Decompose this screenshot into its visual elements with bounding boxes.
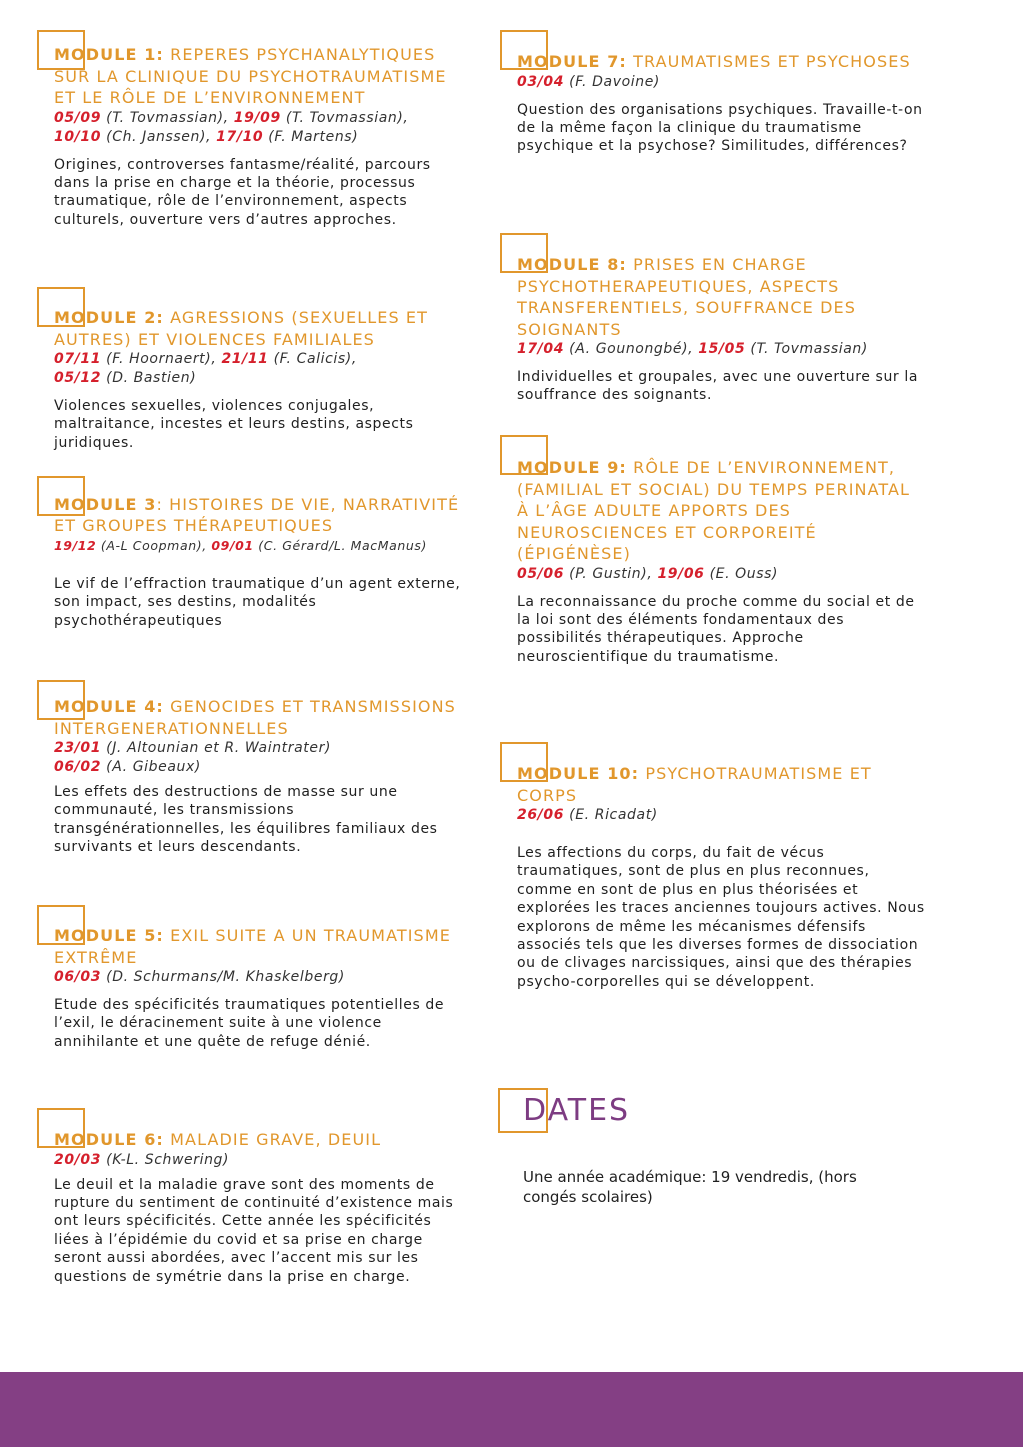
module-5 <box>54 905 464 1051</box>
session-date: 19/06 <box>657 565 705 582</box>
module-title <box>54 476 464 536</box>
module-dates <box>517 806 927 825</box>
module-number: MODULE 3 <box>54 495 157 514</box>
session-date: 06/03 <box>54 969 102 985</box>
dates-section-text: Une année académique: 19 vendredis, (hors congés scolaires) <box>523 1168 857 1206</box>
module-dates <box>54 1151 464 1170</box>
module-title <box>517 233 927 340</box>
square-decoration <box>500 233 548 273</box>
module-title <box>54 680 464 739</box>
session-date: 05/12 <box>54 370 102 386</box>
module-number: MODULE 6: <box>54 1130 164 1149</box>
module-title-text: GENOCIDES ET TRANSMISSIONS INTERGENERATIONNELLES <box>54 697 456 738</box>
module-2 <box>54 287 464 452</box>
session-date: 20/03 <box>54 1151 102 1168</box>
module-dates <box>54 536 464 555</box>
square-decoration <box>37 476 85 516</box>
session-speaker: (A. Gibeaux) <box>101 759 201 775</box>
session-speaker: (F. Martens) <box>263 128 359 145</box>
session-speaker: (D. Schurmans/M. Khaskelberg) <box>101 969 345 985</box>
module-title <box>54 30 464 109</box>
session-speaker: (F. Davoine) <box>564 73 660 90</box>
module-number: MODULE 5: <box>54 926 164 945</box>
square-decoration <box>500 435 548 475</box>
session-date: 09/01 <box>211 538 254 553</box>
session-speaker: (C. Gérard/L. MacManus) <box>253 538 428 553</box>
module-10 <box>517 742 927 991</box>
module-title-text: PRISES EN CHARGE PSYCHOTHERAPEUTIQUES, ASPECTS TRANSFERENTIELS, SOUFFRANCE DES SOIGNANTS <box>517 255 856 339</box>
module-title <box>54 287 464 350</box>
module-1 <box>54 30 464 229</box>
module-number: MODULE 8: <box>517 255 627 274</box>
module-dates <box>517 73 927 92</box>
module-title-text: PSYCHOTRAUMATISME ET CORPS <box>517 764 872 805</box>
square-decoration <box>37 1108 85 1148</box>
module-8 <box>517 233 927 405</box>
session-date: 06/02 <box>54 759 102 775</box>
module-dates <box>54 739 464 777</box>
module-dates <box>54 109 464 147</box>
module-description: Les effets des destructions de masse sur une communauté, les transmissions transgénérationnelles, les équilibres familiaux des survivants et leurs descendants. <box>54 784 438 856</box>
session-date: 23/01 <box>54 740 102 756</box>
session-speaker: (T. Tovmassian) <box>745 341 868 357</box>
module-dates <box>54 968 464 987</box>
square-decoration <box>37 905 85 945</box>
session-date: 07/11 <box>54 351 102 367</box>
module-number: MODULE 2: <box>54 308 164 327</box>
session-speaker: (T. Tovmassian), <box>101 109 234 126</box>
module-7 <box>517 30 927 156</box>
session-speaker: (A. Gounongbé), <box>564 341 699 357</box>
session-date: 05/09 <box>54 109 102 126</box>
module-number: MODULE 4: <box>54 697 164 716</box>
session-date: 19/09 <box>233 109 281 126</box>
session-speaker: (Ch. Janssen), <box>101 128 217 145</box>
module-description: Origines, controverses fantasme/réalité, parcours dans la prise en charge et la théorie, processus traumatique, rôle de l’environnement, aspects culturels, ouverture vers d’autres approches. <box>54 156 431 228</box>
module-title <box>54 905 464 968</box>
module-description: Individuelles et groupales, avec une ouverture sur la souffrance des soignants. <box>517 369 918 404</box>
module-title-text: MALADIE GRAVE, DEUIL <box>163 1130 382 1149</box>
module-number: MODULE 7: <box>517 52 627 71</box>
session-date: 15/05 <box>698 341 746 357</box>
session-date: 19/12 <box>54 538 97 553</box>
module-description: Les affections du corps, du fait de vécus traumatiques, sont de plus en plus reconnues, comme en sont de plus en plus théorisées et explorées les traces anciennes toujours actives. Nous explorons de même les mécanismes défensifs associés tels que les diverses formes de dissociation ou de clivages narcissiques, ainsi que des thérapies psycho-corporelles qui se développent. <box>517 845 925 990</box>
module-dates <box>54 350 464 388</box>
module-description: Violences sexuelles, violences conjugales, maltraitance, incestes et leurs destins, aspects juridiques. <box>54 398 414 451</box>
session-date: 17/04 <box>517 341 565 357</box>
module-title-text: AGRESSIONS (SEXUELLES ET AUTRES) ET VIOLENCES FAMILIALES <box>54 308 428 349</box>
session-speaker: (T. Tovmassian), <box>280 109 409 126</box>
module-dates <box>517 340 927 359</box>
module-description: Le deuil et la maladie grave sont des moments de rupture du sentiment de continuité d’existence mais ont leurs spécificités. Cette année les spécificités liées à l’épidémie du covid et sa prise en charge seront aussi abordées, avec l’accent mis sur les questions de symétrie dans la prise en charge. <box>54 1176 454 1285</box>
module-number: MODULE 1: <box>54 45 164 64</box>
module-number: MODULE 10: <box>517 764 640 783</box>
module-title-text: EXIL SUITE A UN TRAUMATISME EXTRÊME <box>54 926 451 967</box>
session-speaker: (F. Hoornaert), <box>101 351 222 367</box>
module-title-text: : HISTOIRES DE VIE, NARRATIVITÉ ET GROUPES THÉRAPEUTIQUES <box>54 495 460 535</box>
module-title-text: TRAUMATISMES ET PSYCHOSES <box>626 52 911 71</box>
square-decoration <box>500 742 548 782</box>
module-dates <box>517 565 927 584</box>
session-date: 17/10 <box>216 128 264 145</box>
module-title <box>517 742 927 806</box>
session-date: 05/06 <box>517 565 565 582</box>
session-date: 26/06 <box>517 807 565 823</box>
square-decoration <box>37 30 85 70</box>
session-speaker: (J. Altounian et R. Waintrater) <box>101 740 332 756</box>
session-date: 21/11 <box>221 351 269 367</box>
session-speaker: (K-L. Schwering) <box>101 1151 230 1168</box>
module-6 <box>54 1108 464 1286</box>
dates-section-title: DATES <box>523 1093 631 1128</box>
module-4 <box>54 680 464 857</box>
module-description: Question des organisations psychiques. Travaille-t-on de la même façon la clinique du traumatisme psychique et la psychose? Similitudes, différences? <box>517 101 923 155</box>
session-speaker: (F. Calicis), <box>268 351 357 367</box>
module-title-text: RÔLE DE L’ENVIRONNEMENT, (FAMILIAL ET SOCIAL) DU TEMPS PERINATAL À L’ÂGE ADULTE APPORTS DES NEUROSCIENCES ET CORPOREITÉ (ÉPIGÉNÈSE) <box>517 458 911 563</box>
module-description: La reconnaissance du proche comme du social et de la loi sont des éléments fondamentaux des possibilités thérapeutiques. Approche neuroscientifique du traumatisme. <box>517 593 915 665</box>
session-date: 10/10 <box>54 128 102 145</box>
session-speaker: (D. Bastien) <box>101 370 197 386</box>
module-title-text: REPERES PSYCHANALYTIQUES SUR LA CLINIQUE DU PSYCHOTRAUMATISME ET LE RÔLE DE L’ENVIRONNEMENT <box>54 45 447 107</box>
module-number: MODULE 9: <box>517 458 627 477</box>
session-speaker: (E. Ricadat) <box>564 807 658 823</box>
module-title <box>517 30 927 73</box>
module-title <box>517 435 927 565</box>
module-title <box>54 1108 464 1151</box>
square-decoration <box>37 287 85 327</box>
module-description: Le vif de l’effraction traumatique d’un agent externe, son impact, ses destins, modalités psychothérapeutiques <box>54 576 461 629</box>
square-decoration <box>37 680 85 720</box>
module-3 <box>54 476 464 630</box>
session-speaker: (P. Gustin), <box>564 565 658 582</box>
session-speaker: (A-L Coopman), <box>96 538 212 553</box>
module-description: Etude des spécificités traumatiques potentielles de l’exil, le déracinement suite à une violence annihilante et une quête de refuge dénié. <box>54 997 445 1050</box>
session-speaker: (E. Ouss) <box>704 565 779 582</box>
square-decoration <box>500 30 548 70</box>
session-date: 03/04 <box>517 73 565 90</box>
module-9 <box>517 435 927 666</box>
footer-bar <box>0 1372 1023 1447</box>
